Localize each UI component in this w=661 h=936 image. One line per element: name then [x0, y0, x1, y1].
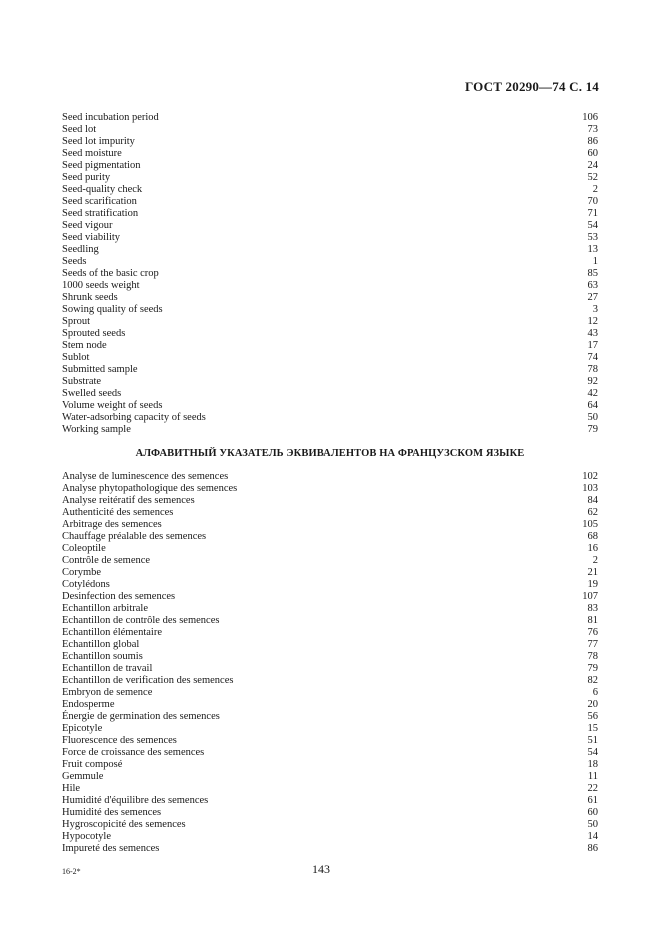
- index-term: Force de croissance des semences: [62, 747, 205, 758]
- index-entry: [62, 316, 598, 328]
- index-number: 21: [587, 567, 598, 578]
- index-number: 24: [587, 160, 598, 171]
- index-number: 68: [587, 531, 598, 542]
- index-number: 16: [587, 543, 598, 554]
- index-term: Seed pigmentation: [62, 160, 141, 171]
- index-term: Seed-quality check: [62, 184, 143, 195]
- index-term: Sublot: [62, 352, 90, 363]
- index-number: 105: [582, 519, 598, 530]
- index-term: Hypocotyle: [62, 831, 111, 842]
- index-entry: [62, 675, 598, 687]
- index-number: 71: [587, 208, 598, 219]
- index-term: Shrunk seeds: [62, 292, 118, 303]
- index-number: 52: [587, 172, 598, 183]
- index-entry: [62, 340, 598, 352]
- index-entry: [62, 531, 598, 543]
- index-term: Arbitrage des semences: [62, 519, 162, 530]
- index-number: 78: [587, 364, 598, 375]
- index-number: 50: [587, 412, 598, 423]
- index-entry: [62, 292, 598, 304]
- index-entry: [62, 627, 598, 639]
- index-number: 60: [587, 148, 598, 159]
- index-entry: [62, 136, 598, 148]
- index-term: Substrate: [62, 376, 102, 387]
- index-number: 81: [587, 615, 598, 626]
- index-term: Seed vigour: [62, 220, 113, 231]
- index-term: Desinfection des semences: [62, 591, 176, 602]
- index-term: Seed purity: [62, 172, 111, 183]
- index-entry: [62, 483, 598, 495]
- index-term: Seed viability: [62, 232, 121, 243]
- index-entry: [62, 771, 598, 783]
- index-number: 43: [587, 328, 598, 339]
- index-term: Hygroscopicité des semences: [62, 819, 186, 830]
- index-term: Sprout: [62, 316, 91, 327]
- index-term: Humidité d'équilibre des semences: [62, 795, 209, 806]
- index-term: Echantillon élémentaire: [62, 627, 162, 638]
- index-entry: [62, 172, 598, 184]
- index-entry: [62, 591, 598, 603]
- index-number: 2: [592, 184, 598, 195]
- index-term: Hile: [62, 783, 81, 794]
- index-entry: [62, 304, 598, 316]
- index-entry: [62, 735, 598, 747]
- index-term: Analyse reitératif des semences: [62, 495, 195, 506]
- index-entry: [62, 711, 598, 723]
- index-entry: [62, 376, 598, 388]
- index-term: Seed lot: [62, 124, 97, 135]
- index-entry: [62, 471, 598, 483]
- index-term: Chauffage préalable des semences: [62, 531, 207, 542]
- index-entry: [62, 747, 598, 759]
- index-entry: [62, 783, 598, 795]
- index-term: Endosperme: [62, 699, 115, 710]
- index-entry: [62, 543, 598, 555]
- index-number: 79: [587, 424, 598, 435]
- index-number: 56: [587, 711, 598, 722]
- index-term: Seeds of the basic crop: [62, 268, 159, 279]
- index-number: 1: [592, 256, 598, 267]
- index-term: Swelled seeds: [62, 388, 122, 399]
- index-number: 20: [587, 699, 598, 710]
- index-term: Fruit composé: [62, 759, 123, 770]
- index-term: Epicotyle: [62, 723, 103, 734]
- index-entry: [62, 256, 598, 268]
- index-term: Cotylédons: [62, 579, 110, 590]
- index-term: Contrôle de semence: [62, 555, 151, 566]
- index-term: Seed incubation period: [62, 112, 159, 123]
- index-number: 11: [587, 771, 598, 782]
- index-entry: [62, 196, 598, 208]
- index-number: 92: [587, 376, 598, 387]
- index-entry: [62, 495, 598, 507]
- index-number: 74: [587, 352, 598, 363]
- index-term: Analyse phytopathologique des semences: [62, 483, 238, 494]
- index-entry: [62, 232, 598, 244]
- index-entry: [62, 615, 598, 627]
- index-number: 64: [587, 400, 598, 411]
- index-entry: [62, 268, 598, 280]
- index-number: 76: [587, 627, 598, 638]
- index-number: 27: [587, 292, 598, 303]
- index-number: 103: [582, 483, 598, 494]
- index-number: 78: [587, 651, 598, 662]
- index-number: 77: [587, 639, 598, 650]
- index-term: Volume weight of seeds: [62, 400, 163, 411]
- index-entry: [62, 651, 598, 663]
- index-entry: [62, 400, 598, 412]
- index-entry: [62, 124, 598, 136]
- index-entry: [62, 148, 598, 160]
- index-entry: [62, 639, 598, 651]
- section-title: АЛФАВИТНЫЙ УКАЗАТЕЛЬ ЭКВИВАЛЕНТОВ НА ФРАНЦУЗСКОМ ЯЗЫКЕ: [135, 448, 525, 459]
- index-term: 1000 seeds weight: [62, 280, 140, 291]
- page-header: ГОСТ 20290—74 С. 14: [465, 79, 599, 94]
- index-term: Analyse de luminescence des semences: [62, 471, 229, 482]
- index-entry: [62, 328, 598, 340]
- index-term: Water-adsorbing capacity of seeds: [62, 412, 206, 423]
- index-term: Seed moisture: [62, 148, 122, 159]
- index-term: Echantillon de contrôle des semences: [62, 615, 220, 626]
- index-entry: [62, 220, 598, 232]
- index-entry: [62, 388, 598, 400]
- index-term: Sowing quality of seeds: [62, 304, 163, 315]
- index-term: Énergie de germination des semences: [62, 711, 220, 722]
- index-number: 102: [582, 471, 598, 482]
- index-term: Seeds: [62, 256, 87, 267]
- index-entry: [62, 831, 598, 843]
- index-number: 61: [587, 795, 598, 806]
- index-number: 82: [587, 675, 598, 686]
- index-term: Coleoptile: [62, 543, 106, 554]
- index-term: Echantillon soumis: [62, 651, 143, 662]
- footnote-mark: 16-2*: [62, 867, 81, 876]
- index-number: 85: [587, 268, 598, 279]
- index-term: Authenticité des semences: [62, 507, 174, 518]
- index-entry: [62, 687, 598, 699]
- index-number: 86: [587, 136, 598, 147]
- index-number: 17: [587, 340, 598, 351]
- index-entry: [62, 579, 598, 591]
- index-number: 50: [587, 819, 598, 830]
- index-number: 51: [587, 735, 598, 746]
- index-entry: [62, 843, 598, 855]
- index-number: 19: [587, 579, 598, 590]
- index-entry: [62, 184, 598, 196]
- index-entry: [62, 567, 598, 579]
- index-number: 42: [587, 388, 598, 399]
- index-term: Seed stratification: [62, 208, 139, 219]
- index-entry: [62, 280, 598, 292]
- index-entry: [62, 663, 598, 675]
- index-entry: [62, 795, 598, 807]
- index-number: 79: [587, 663, 598, 674]
- index-number: 2: [592, 555, 598, 566]
- index-number: 13: [587, 244, 598, 255]
- index-entry: [62, 352, 598, 364]
- index-number: 63: [587, 280, 598, 291]
- index-number: 3: [592, 304, 598, 315]
- index-entry: [62, 699, 598, 711]
- index-entry: [62, 208, 598, 220]
- index-number: 106: [582, 112, 598, 123]
- index-number: 107: [582, 591, 598, 602]
- index-number: 60: [587, 807, 598, 818]
- index-number: 54: [587, 220, 598, 231]
- index-number: 73: [587, 124, 598, 135]
- index-term: Gemmule: [62, 771, 104, 782]
- index-term: Echantillon global: [62, 639, 140, 650]
- index-number: 62: [587, 507, 598, 518]
- index-term: Impureté des semences: [62, 843, 160, 854]
- index-entry: [62, 412, 598, 424]
- index-term: Fluorescence des semences: [62, 735, 177, 746]
- index-number: 83: [587, 603, 598, 614]
- english-index-list: [62, 112, 598, 436]
- index-term: Submitted sample: [62, 364, 138, 375]
- index-entry: [62, 160, 598, 172]
- index-number: 14: [587, 831, 598, 842]
- index-entry: [62, 555, 598, 567]
- index-number: 22: [587, 783, 598, 794]
- index-term: Seed scarification: [62, 196, 137, 207]
- index-number: 15: [587, 723, 598, 734]
- index-number: 53: [587, 232, 598, 243]
- index-term: Echantillon arbitrale: [62, 603, 149, 614]
- index-entry: [62, 519, 598, 531]
- index-entry: [62, 603, 598, 615]
- index-entry: [62, 759, 598, 771]
- index-number: 6: [592, 687, 598, 698]
- index-number: 18: [587, 759, 598, 770]
- index-entry: [62, 819, 598, 831]
- index-term: Sprouted seeds: [62, 328, 126, 339]
- index-term: Seed lot impurity: [62, 136, 135, 147]
- index-term: Echantillon de verification des semences: [62, 675, 234, 686]
- index-term: Seedling: [62, 244, 99, 255]
- index-term: Working sample: [62, 424, 131, 435]
- index-term: Stem node: [62, 340, 107, 351]
- index-number: 54: [587, 747, 598, 758]
- index-entry: [62, 424, 598, 436]
- index-number: 86: [587, 843, 598, 854]
- index-entry: [62, 507, 598, 519]
- page-number: 143: [312, 862, 330, 876]
- index-entry: [62, 807, 598, 819]
- index-term: Embryon de semence: [62, 687, 153, 698]
- french-index-list: [62, 471, 598, 855]
- index-term: Echantillon de travail: [62, 663, 153, 674]
- index-entry: [62, 244, 598, 256]
- index-entry: [62, 112, 598, 124]
- index-number: 12: [587, 316, 598, 327]
- index-term: Humidité des semences: [62, 807, 162, 818]
- index-term: Corymbe: [62, 567, 102, 578]
- index-entry: [62, 723, 598, 735]
- index-number: 70: [587, 196, 598, 207]
- index-number: 84: [587, 495, 598, 506]
- index-entry: [62, 364, 598, 376]
